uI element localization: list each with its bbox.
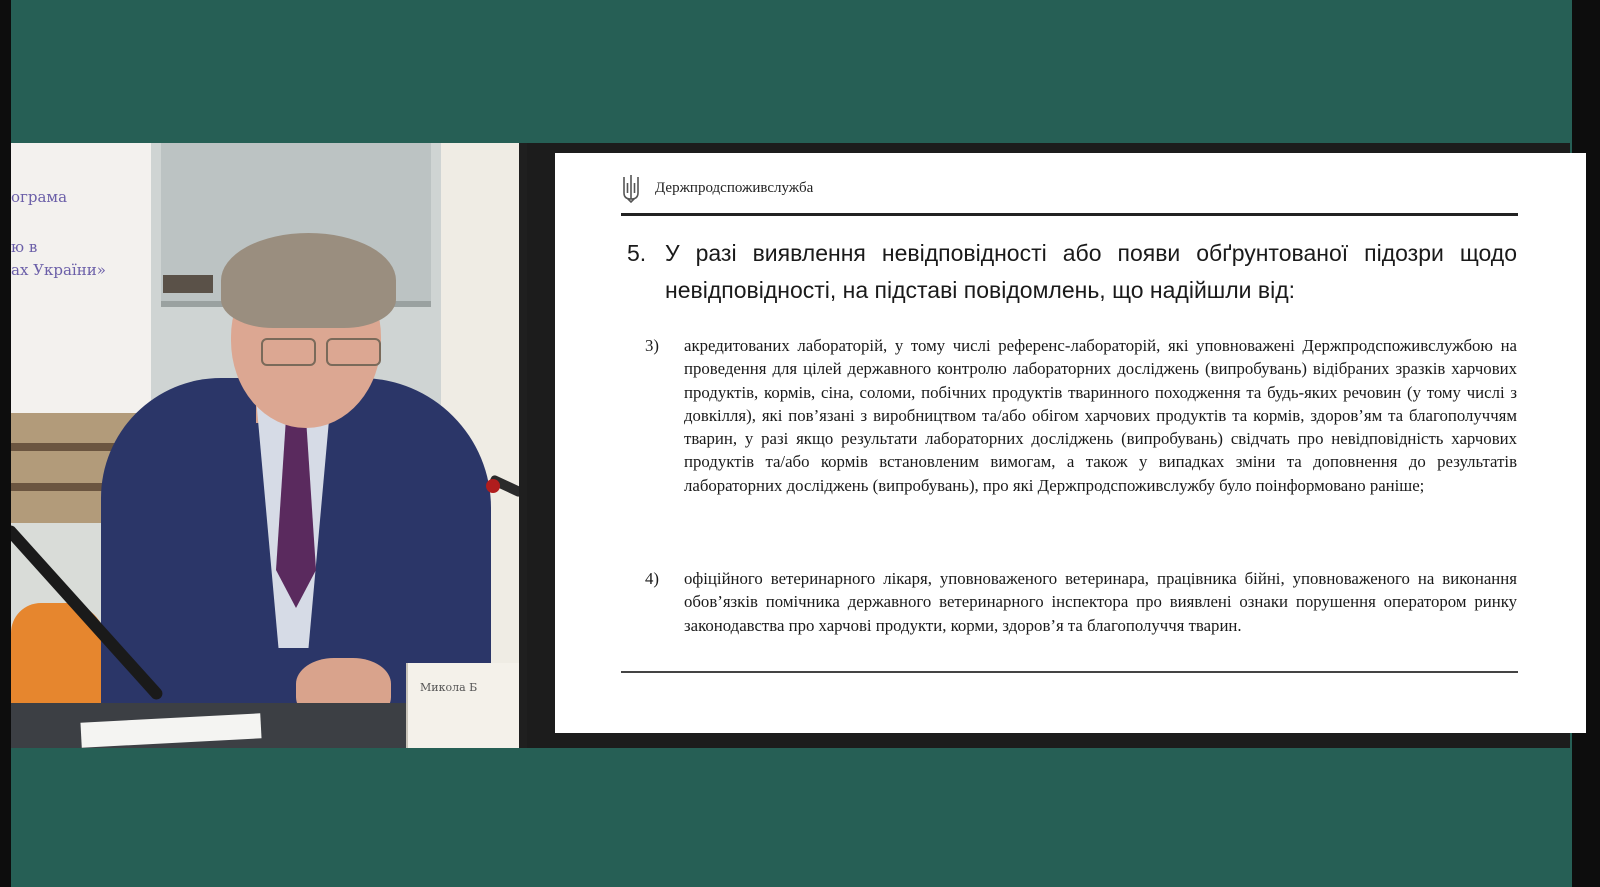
banner-line-3: ах України»	[11, 261, 106, 279]
list-item-number: 4)	[645, 569, 659, 588]
list-item-text: офіційного ветеринарного лікаря, уповноваженого ветеринара, працівника бійні, уповноваженого на виконання обов’язків помічника державного ветеринарного інспектора про виявлені ознаки порушення оператором ринку законодавства про харчові продукти, корми, здоров’я та благополуччя тварин.	[684, 569, 1517, 635]
speaker-video-tile[interactable]	[11, 143, 519, 748]
nameplate	[406, 663, 519, 748]
banner-line-1: ограма	[11, 188, 68, 206]
heading-number: 5.	[627, 240, 647, 266]
agency-name: Держпродспоживслужба	[655, 179, 814, 196]
presentation-slide[interactable]	[555, 153, 1586, 733]
speaker-hair	[221, 233, 396, 328]
list-item	[645, 334, 1517, 497]
glasses-icon	[261, 338, 386, 368]
list-item-number: 3)	[645, 336, 659, 355]
microphone-light	[486, 479, 500, 493]
nameplate-name: Микола Б	[420, 681, 478, 694]
header-rule	[621, 213, 1518, 216]
slide-heading	[627, 235, 1517, 309]
list-item	[645, 567, 1517, 637]
footer-rule	[621, 671, 1518, 673]
list-item-text: акредитованих лабораторій, у тому числі референс-лабораторій, які уповноважені Держпродспоживслужбою на проведення для цілей державного контролю лабораторних досліджень (випробувань) відібраних зразків харчових продуктів, кормів, сіна, соломи, побічних продуктів тваринного походження та будь-яких речовин (у тому числі з довкілля), які пов’язані з виробництвом та/або обігом харчових продуктів та кормів, здоров’ям та благополуччям тварин, у разі якщо результати лабораторних досліджень (випробувань) свідчать про невідповідність харчових продуктів та/або кормів встановленим вимогам, а також у випадках зміни та доповнення до результатів лабораторних досліджень (випробувань), про які Держпродспоживслужбу було поінформовано раніше;	[684, 336, 1517, 495]
tile-divider	[519, 143, 527, 748]
slide-header	[621, 173, 813, 203]
banner-line-2: ю в	[11, 238, 38, 256]
heading-text: У разі виявлення невідповідності або появи обґрунтованої підозри щодо невідповідності, на підставі повідомлень, що надійшли від:	[665, 240, 1517, 303]
trident-icon	[621, 173, 641, 203]
left-edge	[0, 0, 11, 887]
